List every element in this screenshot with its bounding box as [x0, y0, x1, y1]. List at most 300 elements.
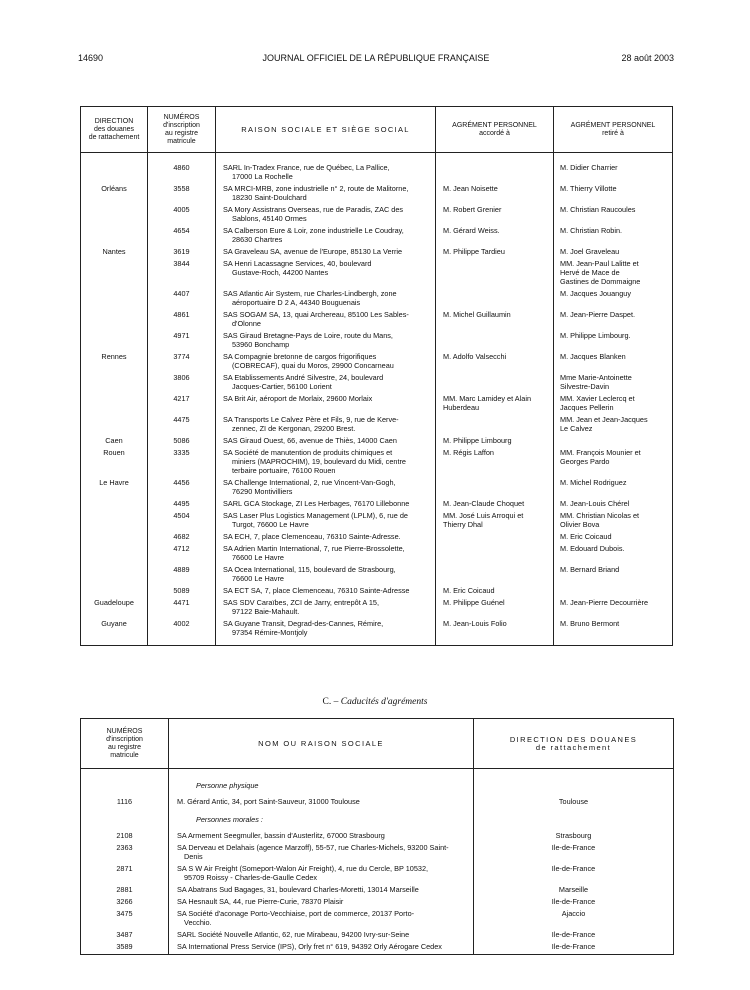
agrement-accorde-cell	[436, 619, 554, 646]
journal-title: JOURNAL OFFICIEL DE LA RÉPUBLIQUE FRANÇAISE	[262, 53, 490, 63]
text-line: Turgot, 76600 Le Havre	[232, 520, 309, 529]
text-line: SA Guyane Transit, Degrad-des-Cannes, Rémire,	[223, 619, 384, 628]
text-line: des douanes	[93, 125, 135, 133]
direction-cell: Rennes	[81, 352, 148, 373]
agrement-accorde-cell	[436, 532, 554, 544]
agrement-retire-cell	[554, 352, 673, 373]
direction-cell	[81, 415, 148, 436]
direction-cell: Guadeloupe	[81, 598, 148, 619]
raison-sociale-cell	[216, 532, 436, 544]
direction-cell: Ajaccio	[474, 909, 674, 930]
numero-cell: 4407	[148, 289, 216, 310]
text-line: SAS Giraud Ouest, 66, avenue de Thiès, 14000 Caen	[223, 436, 397, 445]
direction-cell	[81, 259, 148, 289]
numero-cell	[81, 769, 169, 798]
numero-cell: 3558	[148, 184, 216, 205]
text-line: M. Philippe Limbourg	[443, 436, 512, 445]
raison-sociale-cell	[216, 499, 436, 511]
text-line: SARL GCA Stockage, ZI Les Herbages, 76170 Lillebonne	[223, 499, 410, 508]
raison-sociale-cell	[216, 565, 436, 586]
text-line: M. Régis Laffon	[443, 448, 494, 457]
agrement-retire-cell	[554, 415, 673, 436]
agrement-accorde-cell	[436, 352, 554, 373]
text-line: Jacques Pellerin	[560, 403, 614, 412]
table-row	[81, 586, 673, 598]
direction-cell	[81, 226, 148, 247]
numero-cell: 4971	[148, 331, 216, 352]
text-line: M. Robert Grenier	[443, 205, 502, 214]
text-line: SA Ocea International, 115, boulevard de Strasbourg,	[223, 565, 396, 574]
table-row	[81, 511, 673, 532]
table-row	[81, 897, 674, 909]
table-row	[81, 478, 673, 499]
caducites-table	[80, 718, 674, 955]
text-line: SA Abatrans Sud Bagages, 31, boulevard Charles-Moretti, 13014 Marseille	[177, 885, 419, 894]
numero-cell: 4889	[148, 565, 216, 586]
text-line: SA Compagnie bretonne de cargos frigorifiques	[223, 352, 377, 361]
table-row	[81, 373, 673, 394]
direction-cell: Ile-de-France	[474, 843, 674, 864]
text-line: M. Philippe Limbourg.	[560, 331, 631, 340]
header-direction	[81, 107, 148, 153]
agrements-table	[80, 106, 673, 646]
text-line: Huberdeau	[443, 403, 480, 412]
agrement-retire-cell	[554, 478, 673, 499]
table-row	[81, 205, 673, 226]
text-line: M. Jacques Jouanguy	[560, 289, 631, 298]
numero-cell: 3487	[81, 930, 169, 942]
text-line: 76600 Le Havre	[232, 574, 284, 583]
agrement-retire-cell	[554, 511, 673, 532]
text-line: aéroportuaire D 2 A, 44340 Bouguenais	[232, 298, 361, 307]
agrement-accorde-cell	[436, 598, 554, 619]
text-line: SA Etablissements André Silvestre, 24, boulevard	[223, 373, 384, 382]
direction-cell	[474, 769, 674, 798]
direction-cell: Rouen	[81, 448, 148, 478]
header-numeros	[81, 719, 169, 769]
text-line: Le Calvez	[560, 424, 593, 433]
text-line: SA ECH, 7, place Clemenceau, 76310 Sainte-Adresse.	[223, 532, 401, 541]
agrement-accorde-cell	[436, 373, 554, 394]
text-line: M. Jean-Pierre Decourrière	[560, 598, 648, 607]
raison-sociale-cell	[216, 289, 436, 310]
raison-sociale-cell	[216, 415, 436, 436]
text-line: MM. José Luis Arroqui et	[443, 511, 524, 520]
table-row	[81, 499, 673, 511]
text-line: SA Brit Air, aéroport de Morlaix, 29600 Morlaix	[223, 394, 373, 403]
text-line: Silvestre-Davin	[560, 382, 610, 391]
nom-cell	[169, 885, 474, 897]
numero-cell: 5086	[148, 436, 216, 448]
raison-sociale-cell	[216, 598, 436, 619]
text-line: matricule	[167, 137, 196, 145]
agrement-retire-cell	[554, 184, 673, 205]
text-line: M. Didier Charrier	[560, 163, 618, 172]
header-agrement-retire	[554, 107, 673, 153]
agrement-retire-cell	[554, 259, 673, 289]
header-direction	[474, 719, 674, 769]
table-row	[81, 415, 673, 436]
agrement-retire-cell	[554, 619, 673, 646]
agrement-accorde-cell	[436, 331, 554, 352]
text-line: zennec, ZI de Kergonan, 29200 Brest.	[232, 424, 356, 433]
direction-cell	[81, 586, 148, 598]
table-row	[81, 448, 673, 478]
text-line: Jacques-Cartier, 56100 Lorient	[232, 382, 332, 391]
table-row	[81, 930, 674, 942]
table-row	[81, 942, 674, 955]
raison-sociale-cell	[216, 247, 436, 259]
numero-cell: 4504	[148, 511, 216, 532]
section-c-heading: Caducités d'agréments	[340, 697, 428, 707]
text-line: SA Graveleau SA, avenue de l'Europe, 85130 La Verrie	[223, 247, 403, 256]
agrement-retire-cell	[554, 331, 673, 352]
table-row	[81, 565, 673, 586]
agrement-accorde-cell	[436, 205, 554, 226]
text-line: M. Michel Guillaumin	[443, 310, 511, 319]
text-line: SA Challenge International, 2, rue Vincent-Van-Gogh,	[223, 478, 396, 487]
text-line: DIRECTION	[94, 117, 134, 125]
agrement-accorde-cell	[436, 247, 554, 259]
direction-cell: Ile-de-France	[474, 897, 674, 909]
text-line: SA Derveau et Delahais (agence Marzoff), 55-57, rue Charles-Michels, 93200 Saint-	[177, 843, 449, 852]
agrement-accorde-cell	[436, 565, 554, 586]
agrement-accorde-cell	[436, 478, 554, 499]
numero-cell: 4682	[148, 532, 216, 544]
text-line: SA Armement Seegmuller, bassin d'Austerlitz, 67000 Strasbourg	[177, 831, 385, 840]
table-row	[81, 184, 673, 205]
agrement-accorde-cell	[436, 226, 554, 247]
text-line: M. Christian Raucoules	[560, 205, 636, 214]
header-raison-sociale: RAISON SOCIALE ET SIÈGE SOCIAL	[216, 107, 436, 153]
raison-sociale-cell	[216, 619, 436, 646]
text-line: M. Philippe Guénel	[443, 598, 505, 607]
numero-cell: 3475	[81, 909, 169, 930]
table-row	[81, 331, 673, 352]
agrement-accorde-cell	[436, 436, 554, 448]
agrement-retire-cell	[554, 226, 673, 247]
text-line: 97354 Rémire-Montjoly	[232, 628, 308, 637]
numero-cell: 3266	[81, 897, 169, 909]
raison-sociale-cell	[216, 448, 436, 478]
text-line: SAS Giraud Bretagne-Pays de Loire, route du Mans,	[223, 331, 393, 340]
text-line: 97122 Baie-Mahault.	[232, 607, 300, 616]
direction-cell	[81, 310, 148, 331]
text-line: SARL In-Tradex France, rue de Québec, La Pallice,	[223, 163, 390, 172]
text-line: d'inscription	[106, 735, 143, 743]
direction-cell: Le Havre	[81, 478, 148, 499]
agrement-accorde-cell	[436, 544, 554, 565]
numero-cell	[81, 809, 169, 831]
agrement-retire-cell	[554, 373, 673, 394]
text-line: Thierry Dhal	[443, 520, 483, 529]
numero-cell: 3589	[81, 942, 169, 955]
direction-cell	[81, 544, 148, 565]
table-row	[81, 619, 673, 646]
table-row	[81, 394, 673, 415]
direction-cell	[81, 205, 148, 226]
numero-cell: 3844	[148, 259, 216, 289]
direction-cell: Orléans	[81, 184, 148, 205]
numero-cell: 1116	[81, 797, 169, 809]
table-row	[81, 259, 673, 289]
raison-sociale-cell	[216, 226, 436, 247]
text-line: SA International Press Service (IPS), Orly fret n° 619, 94392 Orly Aérogare Cedex	[177, 942, 442, 951]
nom-cell	[169, 897, 474, 909]
text-line: SA Transports Le Calvez Père et Fils, 9, rue de Kerve-	[223, 415, 399, 424]
text-line: au registre	[107, 743, 142, 751]
agrement-accorde-cell	[436, 394, 554, 415]
table-row	[81, 797, 674, 809]
text-line: de rattachement	[535, 742, 612, 752]
numero-cell: 4495	[148, 499, 216, 511]
text-line: M. Eric Coicaud	[443, 586, 495, 595]
text-line: au registre	[164, 129, 199, 137]
nom-cell	[169, 831, 474, 843]
text-line: SA Calberson Eure & Loir, zone industrielle Le Coudray,	[223, 226, 404, 235]
category-label	[169, 769, 474, 798]
text-line: M. Eric Coicaud	[560, 532, 612, 541]
agrement-retire-cell	[554, 247, 673, 259]
direction-cell	[81, 153, 148, 185]
numero-cell: 4005	[148, 205, 216, 226]
text-line: MM. Jean-Paul Lalitte et	[560, 259, 639, 268]
text-line: M. Christian Robin.	[560, 226, 623, 235]
text-line: retiré à	[602, 129, 624, 137]
numero-cell: 4002	[148, 619, 216, 646]
text-line: M. Bruno Bermont	[560, 619, 620, 628]
text-line: d'inscription	[163, 121, 200, 129]
text-line: M. Jean Noisette	[443, 184, 498, 193]
agrement-retire-cell	[554, 532, 673, 544]
text-line: Denis	[184, 852, 203, 861]
page-number: 14690	[78, 53, 104, 63]
page-header	[78, 53, 674, 67]
nom-cell	[169, 930, 474, 942]
text-line: Gastines de Dommaigne	[560, 277, 641, 286]
text-line: Georges Pardo	[560, 457, 610, 466]
nom-cell	[169, 797, 474, 809]
text-line: SA Société de manutention de produits chimiques et	[223, 448, 393, 457]
text-line: miniers (MAPROCHIM), 19, boulevard du Midi, centre	[232, 457, 406, 466]
numero-cell: 2108	[81, 831, 169, 843]
text-line: SAS SOGAM SA, 13, quai Archereau, 85100 Les Sables-	[223, 310, 409, 319]
raison-sociale-cell	[216, 511, 436, 532]
raison-sociale-cell	[216, 331, 436, 352]
nom-cell	[169, 864, 474, 885]
table-row	[81, 153, 673, 185]
direction-cell: Ile-de-France	[474, 942, 674, 955]
raison-sociale-cell	[216, 153, 436, 185]
text-line: M. Adolfo Valsecchi	[443, 352, 507, 361]
direction-cell	[81, 331, 148, 352]
agrement-accorde-cell	[436, 289, 554, 310]
numero-cell: 4471	[148, 598, 216, 619]
raison-sociale-cell	[216, 478, 436, 499]
direction-cell: Ile-de-France	[474, 930, 674, 942]
agrement-retire-cell	[554, 448, 673, 478]
text-line: MM. Christian Nicolas et	[560, 511, 640, 520]
text-line: SA Adrien Martin International, 7, rue Pierre-Brossolette,	[223, 544, 405, 553]
direction-cell: Caen	[81, 436, 148, 448]
text-line: SA MRCI-MRB, zone industrielle n° 2, route de Malitorne,	[223, 184, 409, 193]
agrement-retire-cell	[554, 289, 673, 310]
agrement-accorde-cell	[436, 310, 554, 331]
agrement-accorde-cell	[436, 511, 554, 532]
raison-sociale-cell	[216, 352, 436, 373]
category-row	[81, 809, 674, 831]
text-line: AGRÉMENT PERSONNEL	[570, 121, 656, 129]
category-label	[169, 809, 474, 831]
section-c-prefix: C. –	[322, 697, 339, 707]
table-row	[81, 436, 673, 448]
text-line: Mme Marie-Antoinette	[560, 373, 632, 382]
direction-cell: Ile-de-France	[474, 864, 674, 885]
text-line: M. Michel Rodriguez	[560, 478, 627, 487]
text-line: M. Jean-Claude Choquet	[443, 499, 525, 508]
numero-cell: 3806	[148, 373, 216, 394]
agrement-retire-cell	[554, 598, 673, 619]
agrement-accorde-cell	[436, 184, 554, 205]
raison-sociale-cell	[216, 184, 436, 205]
nom-cell	[169, 843, 474, 864]
table-row	[81, 532, 673, 544]
text-line: Sablons, 45140 Ormes	[232, 214, 307, 223]
header-numeros	[148, 107, 216, 153]
raison-sociale-cell	[216, 373, 436, 394]
text-line: terbaire portuaire, 76100 Rouen	[232, 466, 336, 475]
agrement-retire-cell	[554, 436, 673, 448]
text-line: M. Jean-Louis Folio	[443, 619, 507, 628]
numero-cell: 2363	[81, 843, 169, 864]
text-line: 76600 Le Havre	[232, 553, 284, 562]
text-line: 53960 Bonchamp	[232, 340, 290, 349]
numero-cell: 4475	[148, 415, 216, 436]
text-line: M. Thierry Villotte	[560, 184, 617, 193]
agrement-retire-cell	[554, 205, 673, 226]
direction-cell	[81, 499, 148, 511]
text-line: de rattachement	[88, 133, 140, 141]
numero-cell: 4217	[148, 394, 216, 415]
text-line: accordé à	[479, 129, 510, 137]
agrement-accorde-cell	[436, 153, 554, 185]
text-line: DIRECTION DES DOUANES	[509, 734, 638, 744]
agrement-retire-cell	[554, 310, 673, 331]
table-row	[81, 831, 674, 843]
text-line: SA S W Air Freight (Someport-Walon Air Freight), 4, rue du Cercle, BP 10532,	[177, 864, 429, 873]
agrement-accorde-cell	[436, 415, 554, 436]
table-row	[81, 544, 673, 565]
direction-cell: Nantes	[81, 247, 148, 259]
numero-cell: 2871	[81, 864, 169, 885]
agrement-accorde-cell	[436, 499, 554, 511]
raison-sociale-cell	[216, 259, 436, 289]
numero-cell: 3774	[148, 352, 216, 373]
direction-cell	[81, 373, 148, 394]
numero-cell: 4712	[148, 544, 216, 565]
table-row	[81, 289, 673, 310]
text-line: Personnes morales :	[196, 815, 263, 824]
text-line: 28630 Chartres	[232, 235, 283, 244]
numero-cell: 3335	[148, 448, 216, 478]
table-row	[81, 247, 673, 259]
text-line: M. Bernard Briand	[560, 565, 620, 574]
text-line: MM. Jean et Jean-Jacques	[560, 415, 648, 424]
numero-cell: 4456	[148, 478, 216, 499]
text-line: SAS Atlantic Air System, rue Charles-Lindbergh, zone	[223, 289, 397, 298]
text-line: MM. Marc Lamidey et Alain	[443, 394, 531, 403]
table-row	[81, 843, 674, 864]
table-row	[81, 864, 674, 885]
raison-sociale-cell	[216, 394, 436, 415]
text-line: SARL Société Nouvelle Atlantic, 62, rue Mirabeau, 94200 Ivry-sur-Seine	[177, 930, 410, 939]
text-line: matricule	[110, 751, 139, 759]
text-line: SA Henri Lacassagne Services, 40, boulevard	[223, 259, 372, 268]
text-line: 76290 Montivilliers	[232, 487, 293, 496]
text-line: 95709 Roissy - Charles-de-Gaulle Cedex	[184, 873, 318, 882]
agrement-retire-cell	[554, 394, 673, 415]
agrement-retire-cell	[554, 565, 673, 586]
agrement-accorde-cell	[436, 586, 554, 598]
text-line: M. Joel Graveleau	[560, 247, 620, 256]
direction-cell	[81, 394, 148, 415]
text-line: 17000 La Rochelle	[232, 172, 293, 181]
text-line: Vecchio.	[184, 918, 212, 927]
nom-cell	[169, 909, 474, 930]
agrement-retire-cell	[554, 586, 673, 598]
text-line: SAS Laser Plus Logistics Management (LPLM), 6, rue de	[223, 511, 408, 520]
table-row	[81, 352, 673, 373]
header-nom: NOM OU RAISON SOCIALE	[169, 719, 474, 769]
direction-cell	[81, 289, 148, 310]
text-line: SA Mory Assistrans Overseas, rue de Paradis, ZAC des	[223, 205, 404, 214]
text-line: M. Edouard Dubois.	[560, 544, 625, 553]
text-line: M. Jacques Blanken	[560, 352, 626, 361]
text-line: NUMÉROS	[163, 113, 200, 121]
text-line: M. Gérard Weiss.	[443, 226, 500, 235]
publication-date: 28 août 2003	[621, 53, 674, 63]
caducites-table-body	[81, 769, 674, 955]
raison-sociale-cell	[216, 310, 436, 331]
text-line: NUMÉROS	[106, 727, 143, 735]
raison-sociale-cell	[216, 436, 436, 448]
text-line: (COBRECAF), quai du Moros, 29900 Concarneau	[232, 361, 394, 370]
direction-cell: Guyane	[81, 619, 148, 646]
agrement-retire-cell	[554, 499, 673, 511]
text-line: SA Société d'aconage Porto-Vecchiaise, port de commerce, 20137 Porto-	[177, 909, 415, 918]
direction-cell: Strasbourg	[474, 831, 674, 843]
text-line: M. Gérard Antic, 34, port Saint-Sauveur, 31000 Toulouse	[177, 797, 360, 806]
text-line: Hervé de Mace de	[560, 268, 620, 277]
text-line: d'Olonne	[232, 319, 261, 328]
category-row	[81, 769, 674, 798]
text-line: SAS SDV Caraïbes, ZCI de Jarry, entrepôt A 15,	[223, 598, 380, 607]
table-row	[81, 598, 673, 619]
direction-cell	[81, 532, 148, 544]
agrement-retire-cell	[554, 153, 673, 185]
nom-cell	[169, 942, 474, 955]
direction-cell: Toulouse	[474, 797, 674, 809]
numero-cell: 5089	[148, 586, 216, 598]
text-line: Olivier Bova	[560, 520, 600, 529]
raison-sociale-cell	[216, 544, 436, 565]
direction-cell	[81, 511, 148, 532]
numero-cell: 2881	[81, 885, 169, 897]
numero-cell: 4860	[148, 153, 216, 185]
header-agrement-accorde	[436, 107, 554, 153]
agrement-accorde-cell	[436, 259, 554, 289]
table-row	[81, 909, 674, 930]
